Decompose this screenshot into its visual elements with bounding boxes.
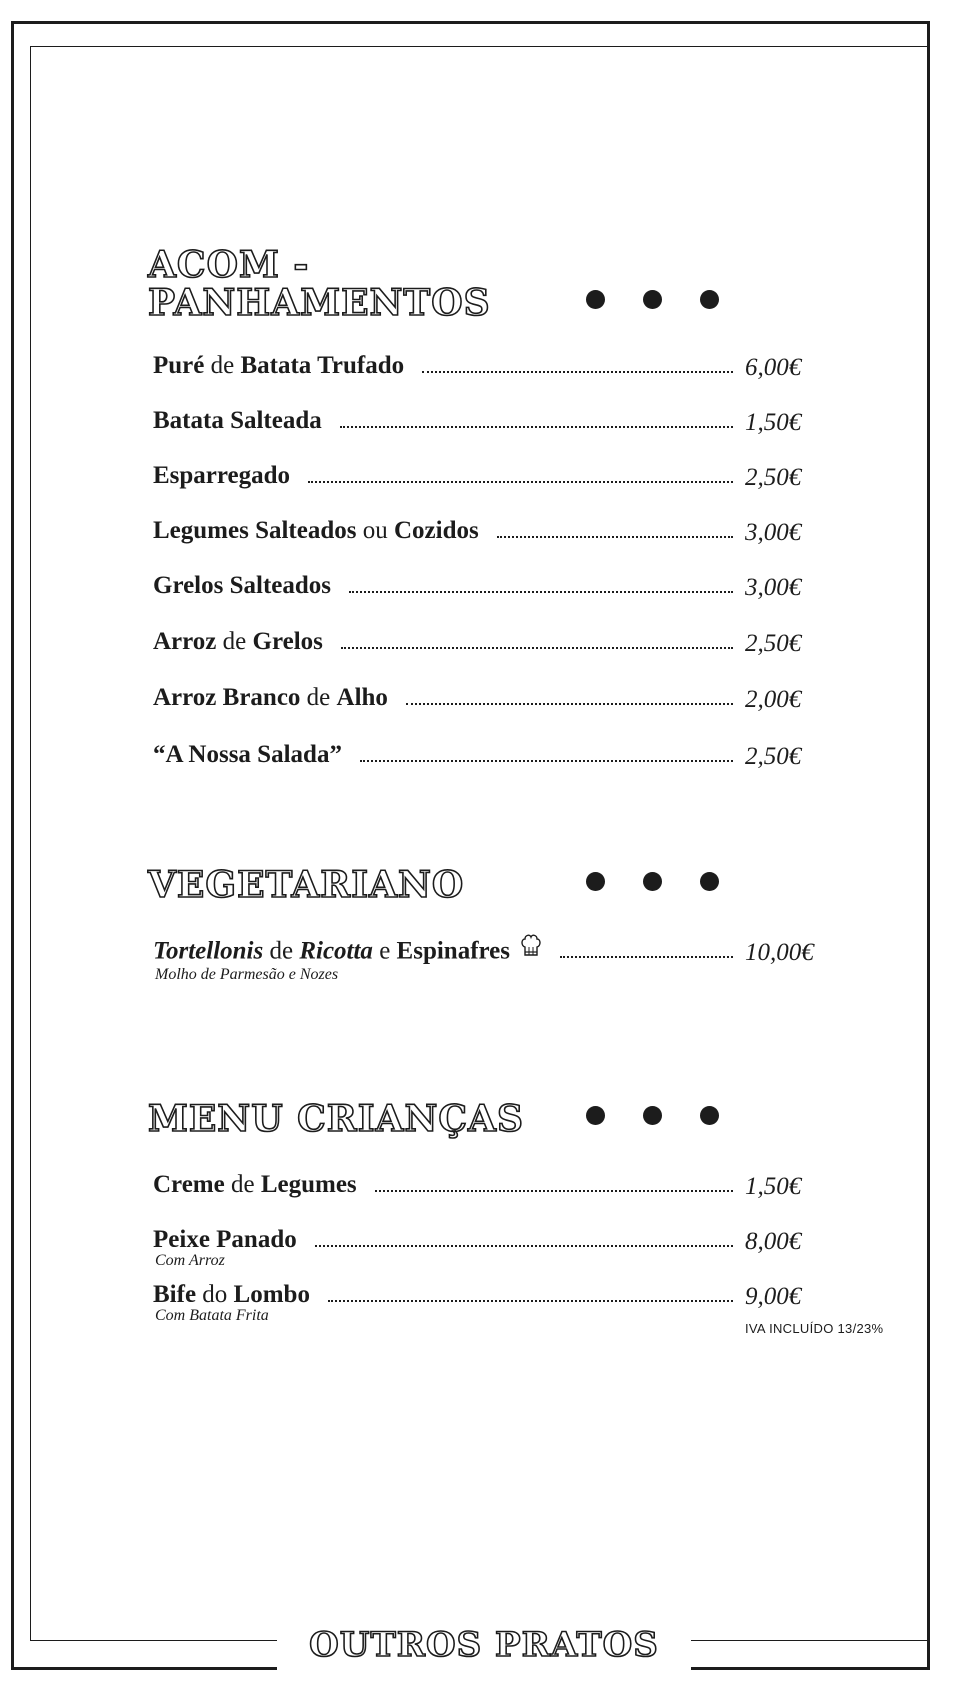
item-name: “A Nossa Salada” <box>153 740 354 770</box>
menu-item <box>153 461 833 501</box>
item-price: 10,00€ <box>745 939 814 966</box>
section-title-acompanhamentos <box>148 246 491 322</box>
section-dots-icon <box>586 872 716 896</box>
section-title-menu-criancas: MENU CRIANÇAS <box>148 1098 524 1140</box>
dotted-leader <box>360 760 733 762</box>
item-price: 2,50€ <box>745 743 802 770</box>
item-price: 2,50€ <box>745 630 802 657</box>
dotted-leader <box>422 371 733 373</box>
menu-item <box>153 740 833 780</box>
dotted-leader <box>308 481 733 483</box>
menu-item <box>153 516 833 556</box>
item-price: 2,00€ <box>745 686 802 713</box>
item-price: 8,00€ <box>745 1228 802 1255</box>
item-name: Arroz de Grelos <box>153 627 335 657</box>
section-title-line-2: PANHAMENTOS <box>148 282 491 324</box>
item-name: Arroz Branco de Alho <box>153 683 400 713</box>
menu-item <box>153 1170 833 1210</box>
dotted-leader <box>340 426 733 428</box>
dotted-leader <box>328 1300 733 1302</box>
section-dots-icon <box>586 1106 716 1130</box>
item-price: 6,00€ <box>745 354 802 381</box>
dotted-leader <box>497 536 733 538</box>
item-price: 3,00€ <box>745 519 802 546</box>
section-title-vegetariano: VEGETARIANO <box>148 864 465 906</box>
item-name: Grelos Salteados <box>153 571 343 601</box>
iva-note: IVA INCLUÍDO 13/23% <box>745 1321 884 1336</box>
menu-item <box>153 1280 833 1335</box>
section-title-line-1: ACOM - <box>148 244 310 286</box>
item-description: Com Arroz <box>155 1252 225 1269</box>
item-price: 1,50€ <box>745 409 802 436</box>
dotted-leader <box>560 956 733 958</box>
item-name: Tortellonis de Ricotta e Espinafres <box>153 936 554 970</box>
item-price: 1,50€ <box>745 1173 802 1200</box>
chef-hat-icon <box>520 933 542 967</box>
item-name: Puré de Batata Trufado <box>153 351 416 381</box>
dotted-leader <box>315 1245 733 1247</box>
item-price: 3,00€ <box>745 574 802 601</box>
menu-item <box>153 1225 833 1280</box>
menu-item <box>153 683 833 723</box>
menu-item <box>153 627 833 667</box>
item-description: Com Batata Frita <box>155 1307 269 1324</box>
section-dots-icon <box>586 290 716 314</box>
item-name: Batata Salteada <box>153 406 334 436</box>
item-name: Bife do Lombo <box>153 1280 322 1310</box>
menu-item <box>153 351 833 391</box>
menu-item <box>153 406 833 446</box>
item-name: Esparregado <box>153 461 302 491</box>
menu-item <box>153 571 833 611</box>
dotted-leader <box>341 647 733 649</box>
item-name: Peixe Panado <box>153 1225 309 1255</box>
dotted-leader <box>349 591 733 593</box>
menu-item <box>153 936 833 996</box>
item-description: Molho de Parmesão e Nozes <box>155 966 339 983</box>
item-name: Creme de Legumes <box>153 1170 369 1200</box>
item-name: Legumes Salteados ou Cozidos <box>153 516 491 546</box>
item-price: 2,50€ <box>745 464 802 491</box>
footer-title: OUTROS PRATOS <box>309 1625 659 1665</box>
dotted-leader <box>375 1190 733 1192</box>
item-price: 9,00€ <box>745 1283 802 1310</box>
dotted-leader <box>406 703 733 705</box>
